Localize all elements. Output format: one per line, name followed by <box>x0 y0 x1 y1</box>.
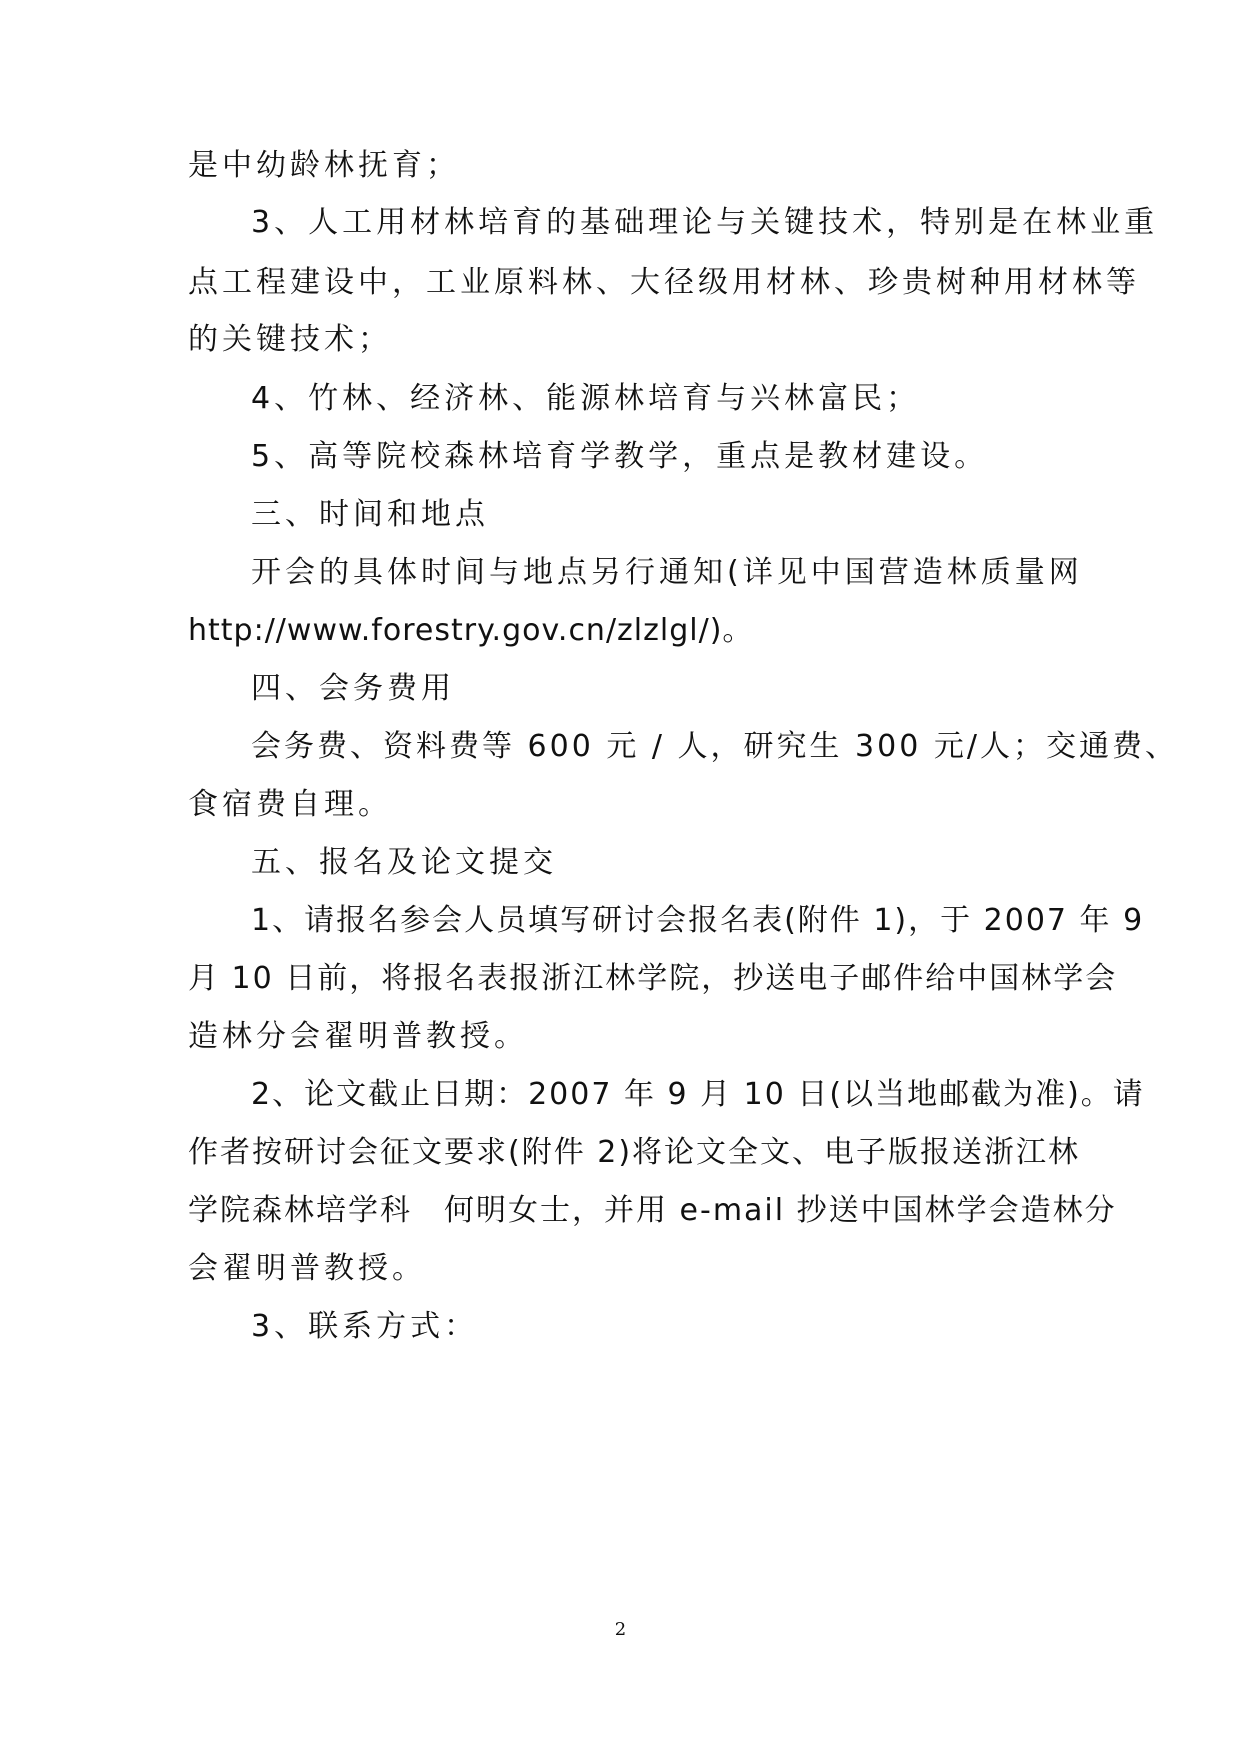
text-line: 会翟明普教授。 <box>188 1251 426 1286</box>
text-line: 的关键技术； <box>188 322 392 357</box>
text-line: 作者按研讨会征文要求(附件 2)将论文全文、电子版报送浙江林 <box>188 1135 1081 1170</box>
text-line: http://www.forestry.gov.cn/zlzlgl/)。 <box>188 613 754 648</box>
text-line: 月 10 日前，将报名表报浙江林学院，抄送电子邮件给中国林学会 <box>188 961 1118 996</box>
section-heading: 四、会务费用 <box>251 671 455 706</box>
page-number: 2 <box>614 1619 627 1640</box>
text-line: 3、人工用材林培育的基础理论与关键技术，特别是在林业重 <box>251 205 1159 240</box>
text-line: 5、高等院校森林培育学教学，重点是教材建设。 <box>251 439 989 474</box>
text-line: 会务费、资料费等 600 元 / 人，研究生 300 元/人；交通费、 <box>251 729 1178 764</box>
text-line: 食宿费自理。 <box>188 787 392 822</box>
text-line: 2、论文截止日期：2007 年 9 月 10 日(以当地邮截为准)。请 <box>251 1077 1145 1112</box>
section-heading: 三、时间和地点 <box>251 497 489 532</box>
text-line: 开会的具体时间与地点另行通知(详见中国营造林质量网 <box>251 555 1083 590</box>
text-line: 是中幼龄林抚育； <box>188 148 460 183</box>
section-heading: 3、联系方式： <box>251 1309 479 1344</box>
text-line: 点工程建设中，工业原料林、大径级用材林、珍贵树种用材林等 <box>188 265 1140 300</box>
text-line: 学院森林培学科 何明女士，并用 e-mail 抄送中国林学会造林分 <box>188 1193 1117 1228</box>
text-line: 4、竹林、经济林、能源林培育与兴林富民； <box>251 381 921 416</box>
section-heading: 五、报名及论文提交 <box>251 845 557 880</box>
text-line: 造林分会翟明普教授。 <box>188 1019 528 1054</box>
text-line: 1、请报名参会人员填写研讨会报名表(附件 1)，于 2007 年 9 <box>251 903 1145 938</box>
